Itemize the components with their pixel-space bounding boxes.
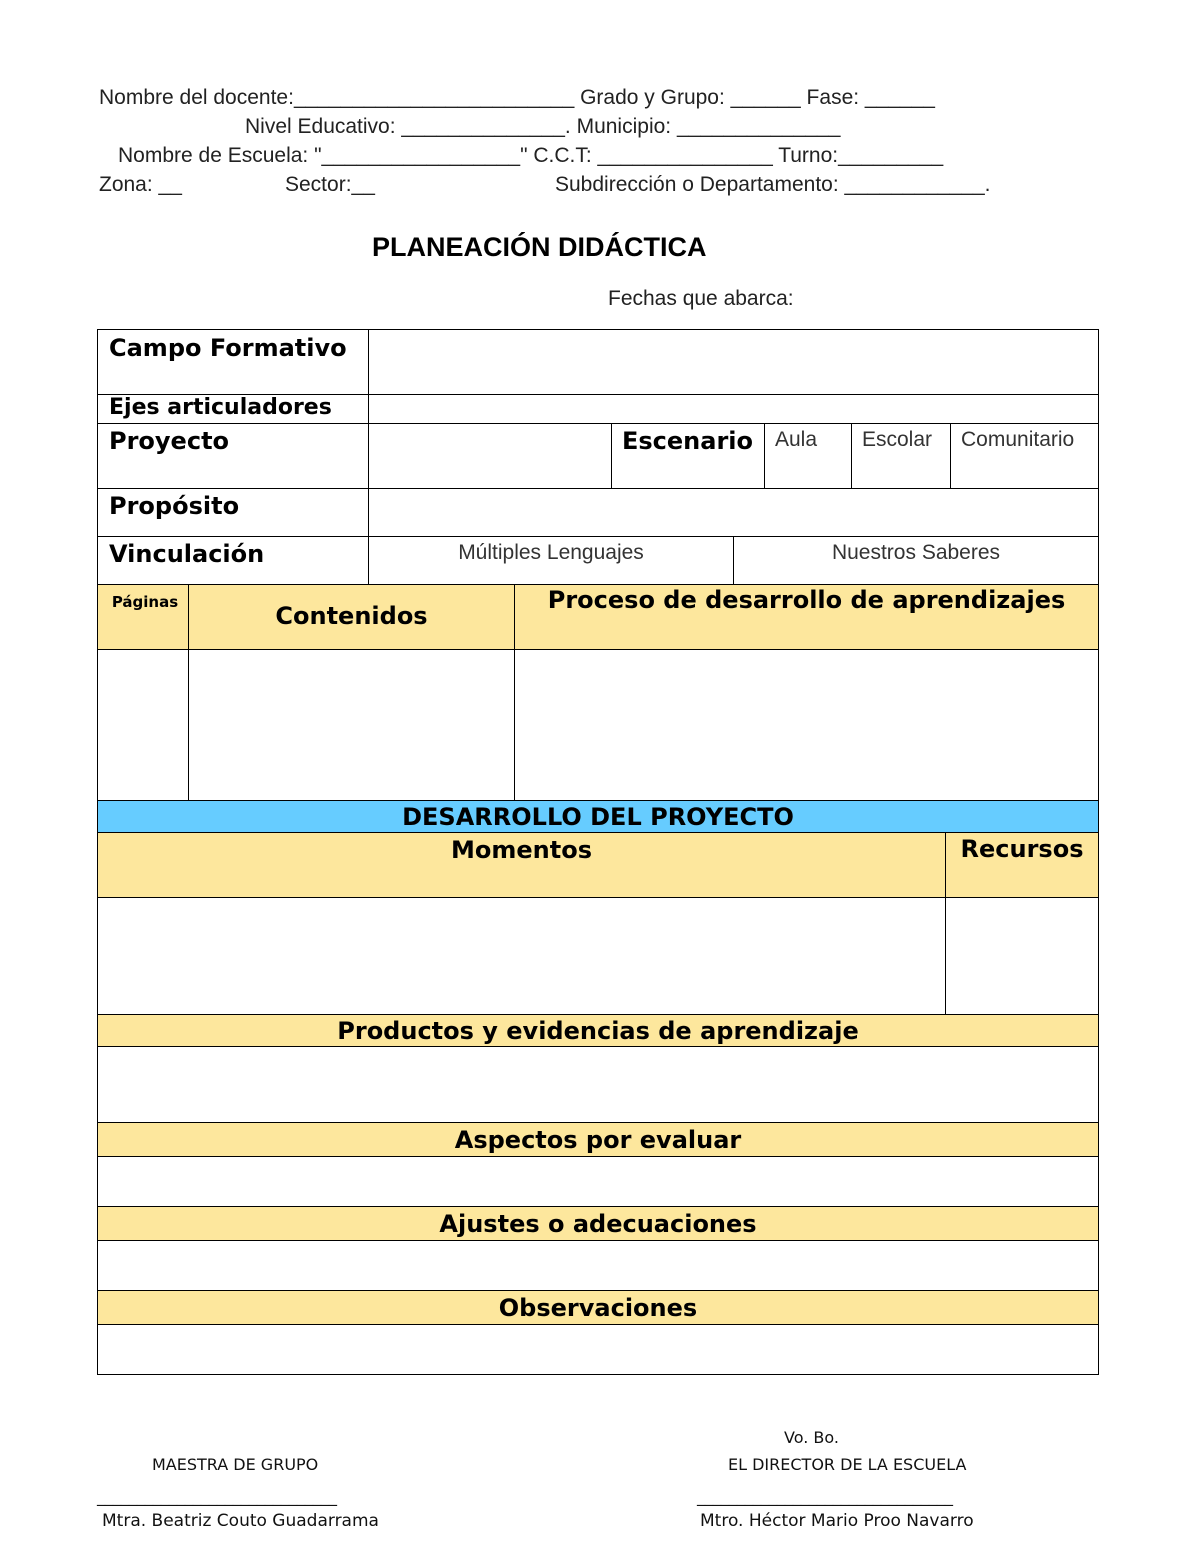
aspectos-field[interactable] (98, 1157, 1098, 1206)
header-subdireccion: Subdirección o Departamento: ____________. (555, 173, 991, 196)
ajustes-header: Ajustes o adecuaciones (98, 1207, 1098, 1240)
escenario-comunitario[interactable]: Comunitario (961, 428, 1075, 451)
rule (98, 488, 1098, 489)
vinculacion-label: Vinculación (109, 540, 265, 568)
rule (98, 1014, 1098, 1015)
escenario-escolar[interactable]: Escolar (862, 428, 933, 451)
rule (368, 330, 369, 584)
contenidos-header: Contenidos (275, 602, 428, 630)
escenario-label: Escenario (622, 427, 754, 455)
rule (98, 423, 1098, 424)
header-line-school: Nombre de Escuela: "_________________" C.C.T: _______________ Turno:_________ (118, 144, 944, 167)
paginas-field[interactable] (98, 650, 188, 800)
observaciones-field[interactable] (98, 1325, 1098, 1374)
ejes-field[interactable] (369, 395, 1098, 423)
desarrollo-header: DESARROLLO DEL PROYECTO (98, 801, 1098, 832)
vinculacion-multiples[interactable]: Múltiples Lenguajes (458, 541, 644, 564)
rule (98, 1324, 1098, 1325)
rule (98, 1206, 1098, 1207)
rule (98, 584, 1098, 585)
rule (611, 423, 612, 488)
campo-formativo-field[interactable] (369, 330, 1098, 394)
rule (98, 897, 1098, 898)
right-signature-line: ________________________________ (697, 1487, 953, 1506)
header-line-level: Nivel Educativo: ______________. Municipio: ______________ (245, 115, 841, 138)
ajustes-field[interactable] (98, 1241, 1098, 1290)
rule (514, 584, 515, 800)
momentos-header: Momentos (451, 836, 592, 864)
campo-formativo-label: Campo Formativo (109, 334, 347, 362)
paginas-header: Páginas (111, 593, 179, 611)
proposito-field[interactable] (369, 489, 1098, 536)
rule (98, 1240, 1098, 1241)
rule (98, 832, 1098, 833)
rule (851, 423, 852, 488)
rule (733, 536, 734, 584)
header-zona: Zona: __ (99, 173, 182, 196)
rule (764, 423, 765, 488)
aspectos-header: Aspectos por evaluar (98, 1123, 1098, 1156)
proceso-header: Proceso de desarrollo de aprendizajes (547, 586, 1066, 614)
productos-field[interactable] (98, 1047, 1098, 1122)
observaciones-header: Observaciones (98, 1291, 1098, 1324)
rule (98, 1122, 1098, 1123)
right-signature-vobo: Vo. Bo. (784, 1428, 839, 1447)
proyecto-field[interactable] (369, 424, 611, 488)
header-line-teacher: Nombre del docente:________________________ Grado y Grupo: ______ Fase: ______ (99, 86, 935, 109)
vinculacion-saberes[interactable]: Nuestros Saberes (831, 541, 1001, 564)
recursos-header: Recursos (960, 835, 1084, 863)
rule (188, 584, 189, 800)
rule (945, 832, 946, 1014)
proceso-field[interactable] (515, 650, 1098, 800)
left-signature-role: MAESTRA DE GRUPO (152, 1455, 319, 1474)
ejes-label: Ejes articuladores (109, 395, 332, 420)
planning-form (97, 329, 1099, 1375)
rule (98, 800, 1098, 801)
right-signature-name: Mtro. Héctor Mario Proo Navarro (700, 1511, 974, 1531)
rule (98, 649, 1098, 650)
rule (950, 423, 951, 488)
left-signature-name: Mtra. Beatriz Couto Guadarrama (102, 1511, 379, 1531)
fechas-label: Fechas que abarca: (608, 287, 794, 310)
rule (98, 536, 1098, 537)
rule (98, 1156, 1098, 1157)
proyecto-label: Proyecto (109, 427, 230, 455)
header-sector: Sector:__ (285, 173, 375, 196)
proposito-label: Propósito (109, 492, 240, 520)
momentos-field[interactable] (98, 899, 945, 1014)
rule (98, 1046, 1098, 1047)
escenario-aula[interactable]: Aula (775, 428, 818, 451)
rule (98, 1290, 1098, 1291)
contenidos-field[interactable] (189, 650, 514, 800)
productos-header: Productos y evidencias de aprendizaje (98, 1015, 1098, 1046)
recursos-field[interactable] (946, 899, 1098, 1014)
left-signature-line: ______________________________ (97, 1487, 337, 1506)
right-signature-role: EL DIRECTOR DE LA ESCUELA (728, 1455, 967, 1474)
rule (98, 394, 1098, 395)
page-title: PLANEACIÓN DIDÁCTICA (372, 232, 707, 262)
